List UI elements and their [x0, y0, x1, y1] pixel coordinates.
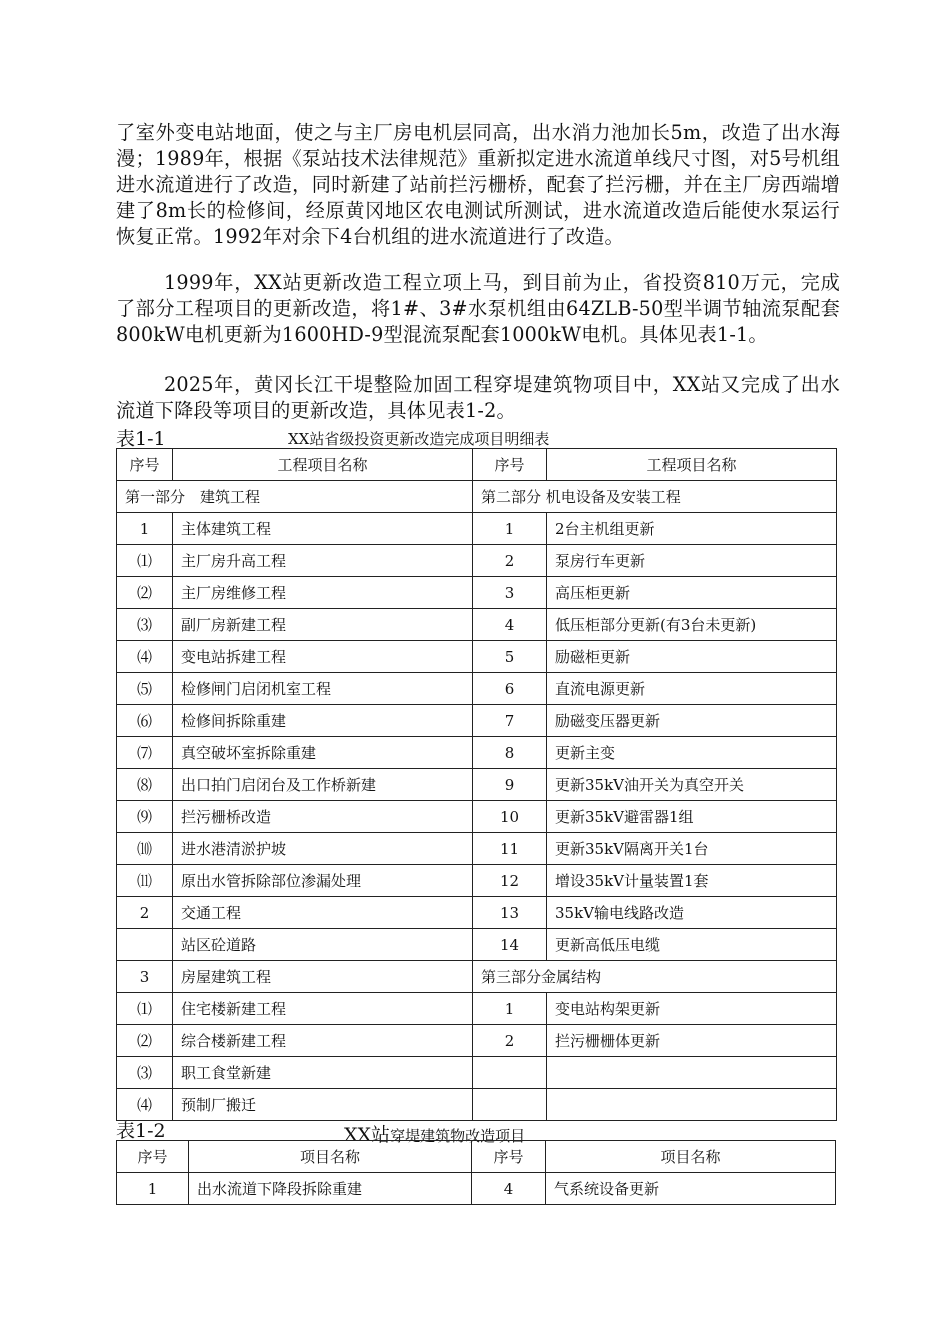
table1-row — [117, 481, 837, 513]
table1-cell: 3 — [117, 961, 173, 993]
table2-cell: 4 — [472, 1173, 546, 1205]
table1-cell: 出口拍门启闭台及工作桥新建 — [173, 769, 473, 801]
table1-cell: ⑶ — [117, 1057, 173, 1089]
table1-row — [117, 833, 837, 865]
table1-cell: 房屋建筑工程 — [173, 961, 473, 993]
table1-cell: 2台主机组更新 — [547, 513, 837, 545]
table1-cell: 励磁变压器更新 — [547, 705, 837, 737]
table1-cell: 直流电源更新 — [547, 673, 837, 705]
table1-cell: ⑷ — [117, 1089, 173, 1121]
table1-row — [117, 1057, 837, 1089]
table1-cell: ⑵ — [117, 577, 173, 609]
table1-title: XX站省级投资更新改造完成项目明细表 — [288, 430, 550, 448]
table1-cell: 变电站拆建工程 — [173, 641, 473, 673]
table1-cell: 励磁柜更新 — [547, 641, 837, 673]
table1-cell: 变电站构架更新 — [547, 993, 837, 1025]
table1-row — [117, 641, 837, 673]
table1-cell: 3 — [473, 577, 547, 609]
table1-header-cell: 序号 — [117, 449, 173, 481]
table1-cell: 35kV输电线路改造 — [547, 897, 837, 929]
table2-caption — [116, 1116, 840, 1146]
table1-row — [117, 705, 837, 737]
table2-row — [117, 1173, 836, 1205]
table1-cell: 2 — [117, 897, 173, 929]
table1-cell: ⑴ — [117, 545, 173, 577]
table2-header-cell: 项目名称 — [189, 1141, 472, 1173]
table1-cell: 真空破坏室拆除重建 — [173, 737, 473, 769]
table1-cell: 主体建筑工程 — [173, 513, 473, 545]
table1-header-cell: 序号 — [473, 449, 547, 481]
table1-cell: 交通工程 — [173, 897, 473, 929]
table1-cell: 1 — [117, 513, 173, 545]
table1-cell: ⑷ — [117, 641, 173, 673]
table1-cell: 12 — [473, 865, 547, 897]
table1-row — [117, 993, 837, 1025]
table1-cell — [547, 1057, 837, 1089]
table1-row — [117, 545, 837, 577]
table1-row — [117, 897, 837, 929]
table1-cell: 检修闸门启闭机室工程 — [173, 673, 473, 705]
table1-cell: 增设35kV计量装置1套 — [547, 865, 837, 897]
table1-cell: ⑺ — [117, 737, 173, 769]
table2-header-cell: 项目名称 — [546, 1141, 836, 1173]
table1-cell: ⑾ — [117, 865, 173, 897]
table2-header-row — [117, 1141, 836, 1173]
table1-row — [117, 769, 837, 801]
table1-cell: 5 — [473, 641, 547, 673]
table1-cell — [473, 1057, 547, 1089]
table1-cell: 原出水管拆除部位渗漏处理 — [173, 865, 473, 897]
table1 — [116, 448, 837, 1121]
table1-cell: 拦污栅桥改造 — [173, 801, 473, 833]
paragraph-3: 2025年，黄冈长江干堤整险加固工程穿堤建筑物项目中，XX站又完成了出水流道下降段等项目的更新改造，具体见表1-2。 — [116, 373, 840, 422]
table2-label: 表1-2 — [116, 1120, 166, 1142]
table1-cell: ⑹ — [117, 705, 173, 737]
table1-cell: 第一部分 建筑工程 — [117, 481, 473, 513]
table1-cell: 1 — [473, 993, 547, 1025]
table1-cell: 第三部分金属结构 — [473, 961, 837, 993]
table1-cell: 更新35kV油开关为真空开关 — [547, 769, 837, 801]
table1-cell: 主厂房升高工程 — [173, 545, 473, 577]
table1-cell: 泵房行车更新 — [547, 545, 837, 577]
table1-cell: 主厂房维修工程 — [173, 577, 473, 609]
table1-cell: 1 — [473, 513, 547, 545]
table1-cell: ⑴ — [117, 993, 173, 1025]
table1-row — [117, 609, 837, 641]
table1-row — [117, 961, 837, 993]
table2-cell: 出水流道下降段拆除重建 — [189, 1173, 472, 1205]
paragraph-2: 1999年，XX站更新改造工程立项上马，到目前为止，省投资810万元，完成了部分工程项目的更新改造，将1#、3#水泵机组由64ZLB-50型半调节轴流泵配套800kW电机更新为1600HD-9型混流泵配套1000kW电机。具体见表1-1。 — [116, 271, 840, 346]
table1-cell: 低压柜部分更新(有3台未更新) — [547, 609, 837, 641]
table1-cell: 2 — [473, 1025, 547, 1057]
table1-cell: 住宅楼新建工程 — [173, 993, 473, 1025]
paragraph-1: 了室外变电站地面，使之与主厂房电机层同高，出水消力池加长5m，改造了出水海漫；1989年，根据《泵站技术法律规范》重新拟定进水流道单线尺寸图，对5号机组进水流道进行了改造，同时新建了站前拦污栅桥，配套了拦污栅，并在主厂房西端增建了8m长的检修间，经原黄冈地区农电测试所测试，进水流道改造后能使水泵运行恢复正常。1992年对余下4台机组的进水流道进行了改造。 — [116, 121, 840, 248]
table1-cell: 检修间拆除重建 — [173, 705, 473, 737]
table1-caption — [116, 424, 840, 450]
table1-cell: 6 — [473, 673, 547, 705]
table1-row — [117, 577, 837, 609]
table1-row — [117, 801, 837, 833]
table1-header-cell: 工程项目名称 — [173, 449, 473, 481]
table1-cell: 进水港清淤护坡 — [173, 833, 473, 865]
table2-header-cell: 序号 — [117, 1141, 189, 1173]
table1-cell: 第二部分 机电设备及安装工程 — [473, 481, 837, 513]
table1-header-row — [117, 449, 837, 481]
table1-cell: 更新35kV隔离开关1台 — [547, 833, 837, 865]
table1-label: 表1-1 — [116, 428, 166, 450]
table1-row — [117, 673, 837, 705]
table1-row — [117, 929, 837, 961]
table2-title-prefix: XX站 — [344, 1124, 391, 1146]
table1-cell: ⑼ — [117, 801, 173, 833]
table1-cell: 拦污栅栅体更新 — [547, 1025, 837, 1057]
table1-cell: ⑶ — [117, 609, 173, 641]
table1-cell: 更新主变 — [547, 737, 837, 769]
table2-cell: 气系统设备更新 — [546, 1173, 836, 1205]
table1-cell: 副厂房新建工程 — [173, 609, 473, 641]
table1-row — [117, 865, 837, 897]
table1-row — [117, 513, 837, 545]
table1-cell: 职工食堂新建 — [173, 1057, 473, 1089]
table1-cell: ⑸ — [117, 673, 173, 705]
table1-cell: 11 — [473, 833, 547, 865]
table2-title-rest: 穿堤建筑物改造项目 — [390, 1127, 526, 1145]
table1-header-cell: 工程项目名称 — [547, 449, 837, 481]
table1-cell: 更新高低压电缆 — [547, 929, 837, 961]
table1-cell — [117, 929, 173, 961]
table2-cell: 1 — [117, 1173, 189, 1205]
table1-cell: 站区砼道路 — [173, 929, 473, 961]
table1-cell: 综合楼新建工程 — [173, 1025, 473, 1057]
table1-cell: ⑻ — [117, 769, 173, 801]
table1-cell: 13 — [473, 897, 547, 929]
table1-cell: 7 — [473, 705, 547, 737]
table1-cell: 预制厂搬迁 — [173, 1089, 473, 1121]
table1-cell: 9 — [473, 769, 547, 801]
table1-cell: 2 — [473, 545, 547, 577]
table1-cell: ⑵ — [117, 1025, 173, 1057]
table1-cell: 10 — [473, 801, 547, 833]
table2 — [116, 1140, 836, 1205]
table1-row — [117, 1025, 837, 1057]
table1-cell: 更新35kV避雷器1组 — [547, 801, 837, 833]
table1-cell: 4 — [473, 609, 547, 641]
table2-header-cell: 序号 — [472, 1141, 546, 1173]
table1-cell: 14 — [473, 929, 547, 961]
table1-row — [117, 737, 837, 769]
table1-cell: 8 — [473, 737, 547, 769]
table1-cell: 高压柜更新 — [547, 577, 837, 609]
table1-cell: ⑽ — [117, 833, 173, 865]
